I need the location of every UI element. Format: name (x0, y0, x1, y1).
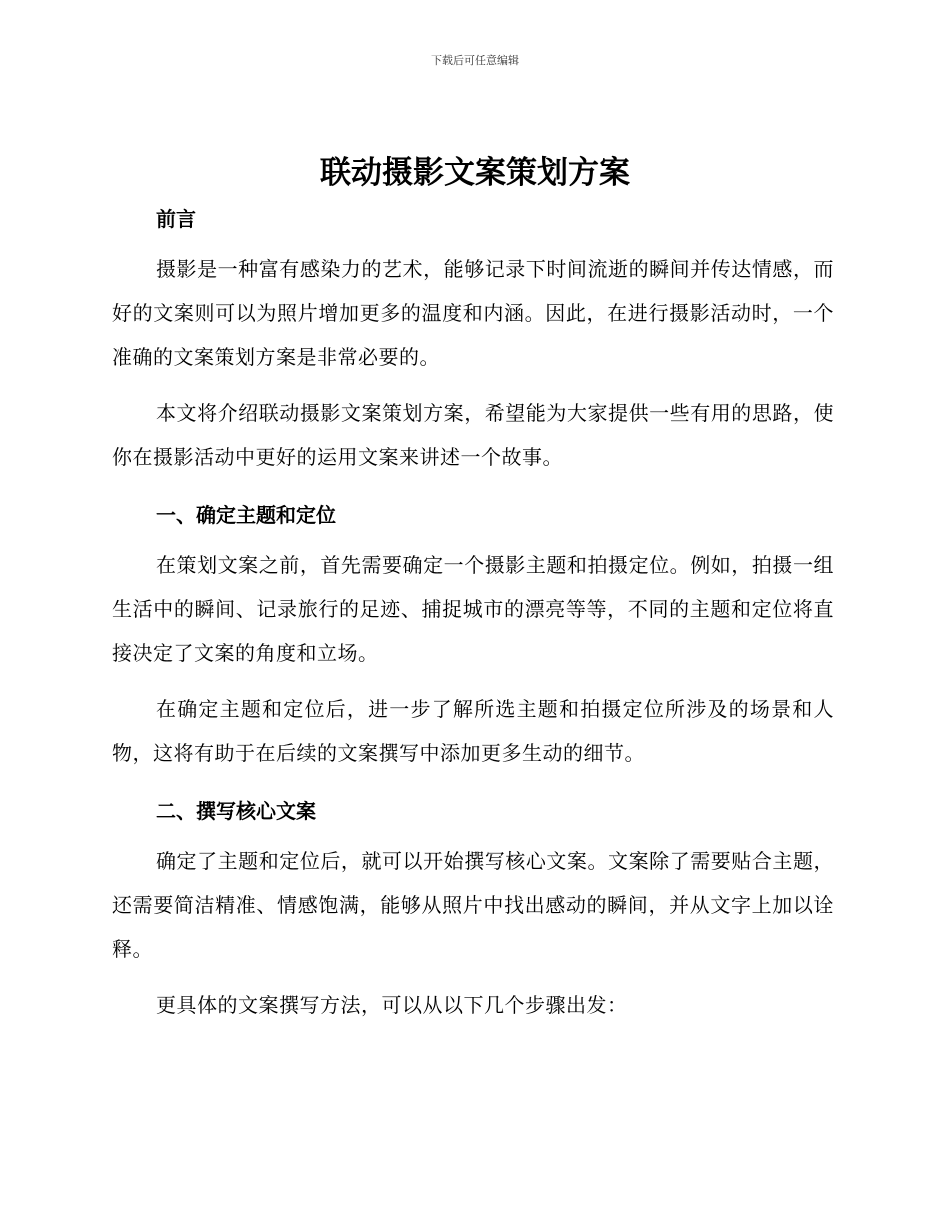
paragraph: 本文将介绍联动摄影文案策划方案，希望能为大家提供一些有用的思路，使你在摄影活动中更好的运用文案来讲述一个故事。 (112, 401, 834, 469)
paragraph: 在确定主题和定位后，进一步了解所选主题和拍摄定位所涉及的场景和人物，这将有助于在后续的文案撰写中添加更多生动的细节。 (112, 697, 834, 765)
paragraph: 摄影是一种富有感染力的艺术，能够记录下时间流逝的瞬间并传达情感，而好的文案则可以为照片增加更多的温度和内涵。因此，在进行摄影活动时，一个准确的文案策划方案是非常必要的。 (112, 257, 834, 369)
paragraph: 更具体的文案撰写方法，可以从以下几个步骤出发： (156, 993, 628, 1017)
section-heading-2: 二、撰写核心文案 (156, 799, 316, 823)
document-title: 联动摄影文案策划方案 (320, 155, 630, 191)
section-heading-1: 一、确定主题和定位 (156, 503, 336, 527)
page-header-note: 下载后可任意编辑 (431, 54, 519, 67)
paragraph: 在策划文案之前，首先需要确定一个摄影主题和拍摄定位。例如，拍摄一组生活中的瞬间、记录旅行的足迹、捕捉城市的漂亮等等，不同的主题和定位将直接决定了文案的角度和立场。 (112, 553, 834, 665)
document-body (112, 203, 834, 1027)
section-heading-preface: 前言 (156, 207, 196, 231)
paragraph: 确定了主题和定位后，就可以开始撰写核心文案。文案除了需要贴合主题，还需要简洁精准、情感饱满，能够从照片中找出感动的瞬间，并从文字上加以诠释。 (112, 849, 834, 961)
